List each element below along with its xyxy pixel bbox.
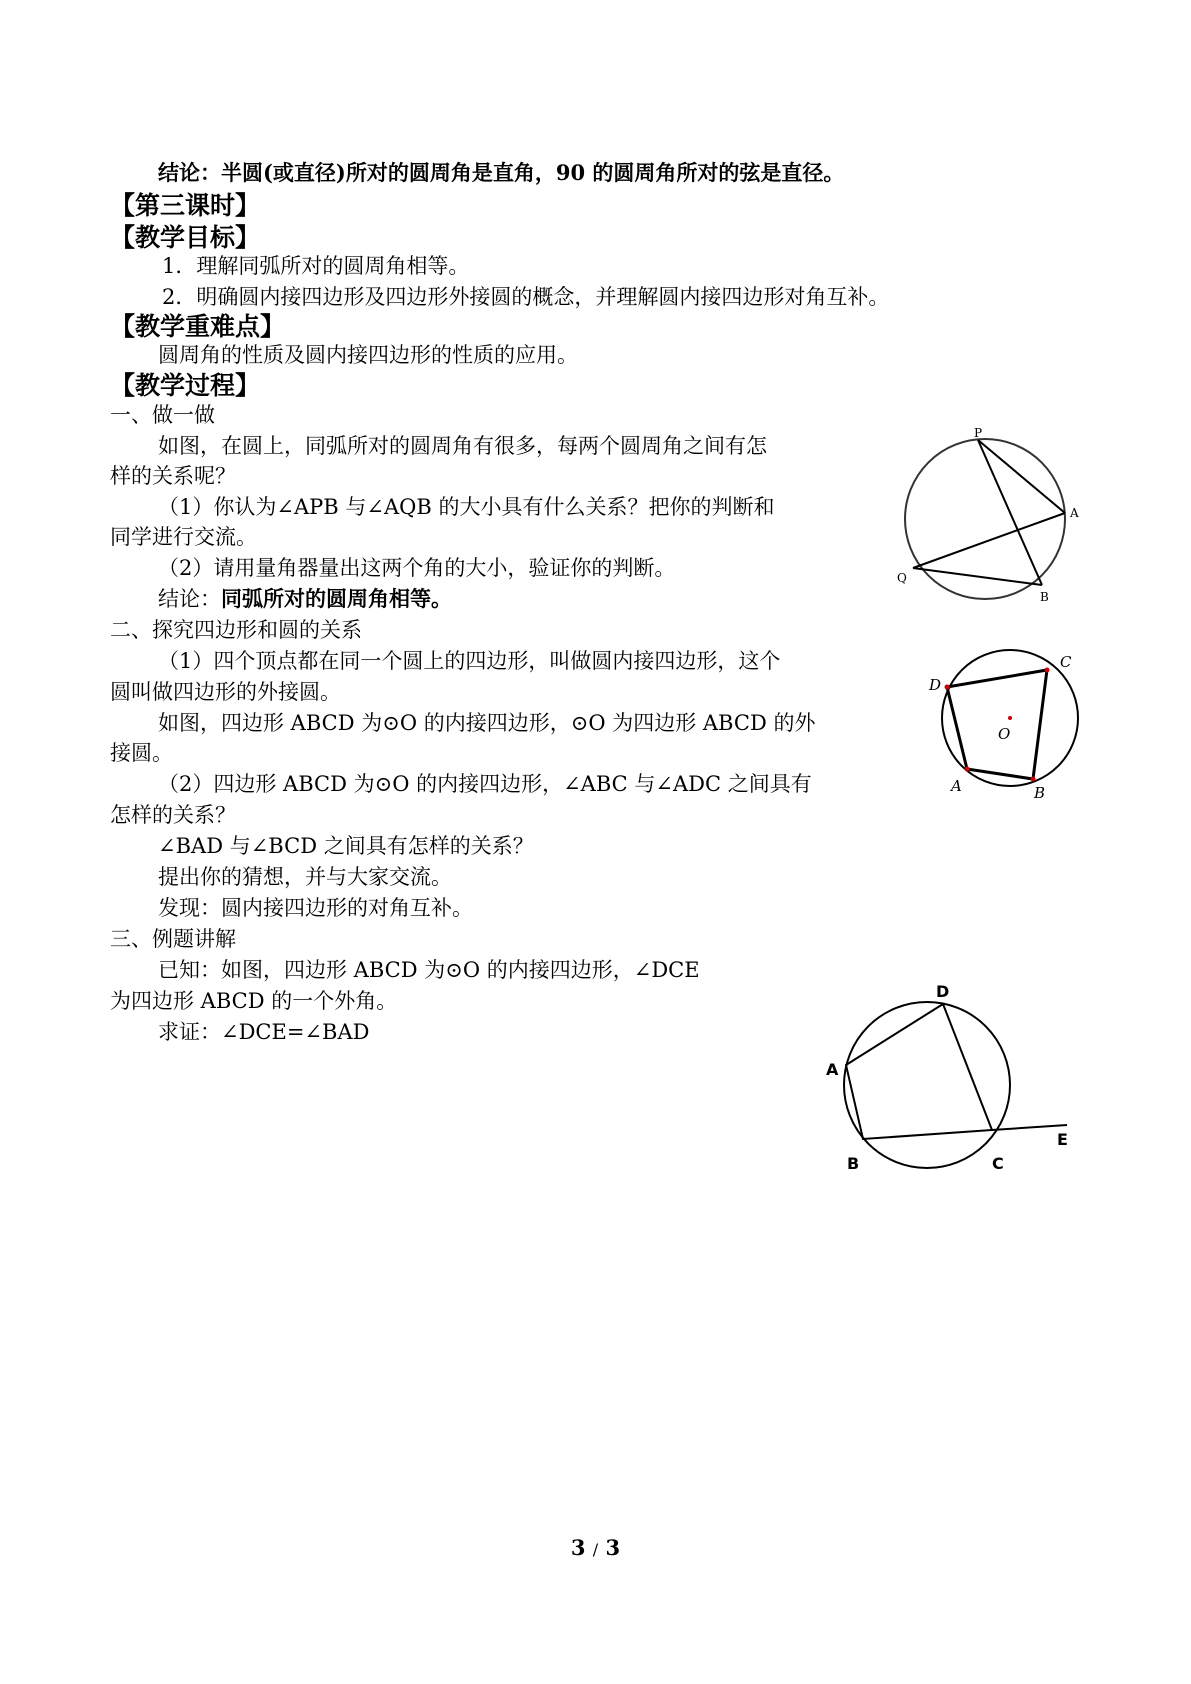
conclusion-body: 同弧所对的圆周角相等。: [221, 586, 452, 611]
section3-prove: 求证：∠DCE=∠BAD: [158, 1020, 370, 1044]
vertex-C: [1045, 668, 1050, 673]
page-current: 3: [570, 1535, 586, 1560]
section2-para4: ∠BAD 与∠BCD 之间具有怎样的关系？: [158, 834, 534, 858]
section2-para1: （1）四个顶点都在同一个圆上的四边形，叫做圆内接四边形，这个: [158, 649, 781, 673]
page-separator: /: [592, 1540, 599, 1559]
section2-para3-cont: 怎样的关系？: [110, 803, 236, 827]
section1-question1-cont: 同学进行交流。: [110, 525, 257, 549]
section2-para3: （2）四边形 ABCD 为⊙O 的内接四边形，∠ABC 与∠ADC 之间具有: [158, 772, 812, 796]
section1-conclusion: [158, 584, 452, 614]
key-points-text: 圆周角的性质及圆内接四边形的性质的应用。: [158, 343, 578, 367]
chord-QA: [913, 513, 1065, 568]
label-B: B: [847, 1154, 860, 1173]
circle: [905, 439, 1065, 599]
section2-para2: 如图，四边形 ABCD 为⊙O 的内接四边形，⊙O 为四边形 ABCD 的外: [158, 711, 816, 735]
section1-para1: 如图，在圆上，同弧所对的圆周角有很多，每两个圆周角之间有怎: [158, 434, 767, 458]
figure-cyclic-quadrilateral: [925, 645, 1095, 805]
chord-PB: [978, 440, 1042, 585]
section2-para2-cont: 接圆。: [110, 741, 173, 765]
section1-para1-cont: 样的关系呢？: [110, 464, 236, 488]
process-heading: 【教学过程】: [110, 371, 261, 400]
quadrilateral-ABCD: [947, 670, 1047, 779]
label-B: B: [1040, 590, 1049, 604]
section2-para5: 提出你的猜想，并与大家交流。: [158, 865, 452, 889]
figure-inscribed-angles: [890, 425, 1100, 615]
label-C: C: [1060, 653, 1072, 671]
label-O: O: [998, 725, 1011, 743]
page-number: [0, 1535, 1191, 1560]
section2-para1-cont: 圆叫做四边形的外接圆。: [110, 680, 341, 704]
label-C: C: [992, 1154, 1004, 1173]
conclusion-prefix: 结论：: [158, 160, 221, 185]
label-A: A: [1070, 506, 1079, 520]
figure-exterior-angle: [815, 975, 1080, 1175]
section3-given-cont: 为四边形 ABCD 的一个外角。: [110, 989, 398, 1013]
label-E: E: [1057, 1130, 1068, 1149]
section3-given: 已知：如图，四边形 ABCD 为⊙O 的内接四边形，∠DCE: [158, 958, 700, 982]
conclusion-prefix: 结论：: [158, 587, 221, 611]
center-O: [1008, 716, 1012, 720]
page-total: 3: [605, 1535, 621, 1560]
extension-CE: [992, 1125, 1067, 1130]
conclusion-body: 半圆(或直径)所对的圆周角是直角，90 的圆周角所对的弦是直径。: [221, 160, 845, 185]
label-A: A: [826, 1060, 839, 1079]
section2-title: 二、探究四边形和圆的关系: [110, 618, 362, 642]
label-D: D: [936, 982, 950, 1001]
goal-1: 1．理解同弧所对的圆周角相等。: [162, 254, 470, 278]
section1-question1: （1）你认为∠APB 与∠AQB 的大小具有什么关系？把你的判断和: [158, 495, 775, 519]
goals-heading: 【教学目标】: [110, 223, 261, 252]
goal-2: 2．明确圆内接四边形及四边形外接圆的概念，并理解圆内接四边形对角互补。: [162, 285, 890, 309]
section2-finding: 发现：圆内接四边形的对角互补。: [158, 896, 473, 920]
section3-title: 三、例题讲解: [110, 927, 236, 951]
quadrilateral-ABCD: [846, 1004, 992, 1139]
vertex-B: [1031, 777, 1036, 782]
vertex-A: [965, 767, 970, 772]
section1-title: 一、做一做: [110, 403, 215, 427]
label-P: P: [974, 426, 983, 440]
section1-question2: （2）请用量角器量出这两个角的大小，验证你的判断。: [158, 556, 676, 580]
label-B: B: [1034, 784, 1046, 802]
conclusion-semicircle: [158, 158, 844, 188]
circumcircle: [844, 1002, 1010, 1168]
chord-QB: [913, 568, 1042, 585]
vertex-D: [945, 685, 950, 690]
key-points-heading: 【教学重难点】: [110, 312, 286, 341]
lesson3-heading: 【第三课时】: [110, 191, 261, 220]
label-A: A: [951, 777, 962, 795]
label-Q: Q: [897, 571, 907, 585]
label-D: D: [929, 676, 942, 694]
